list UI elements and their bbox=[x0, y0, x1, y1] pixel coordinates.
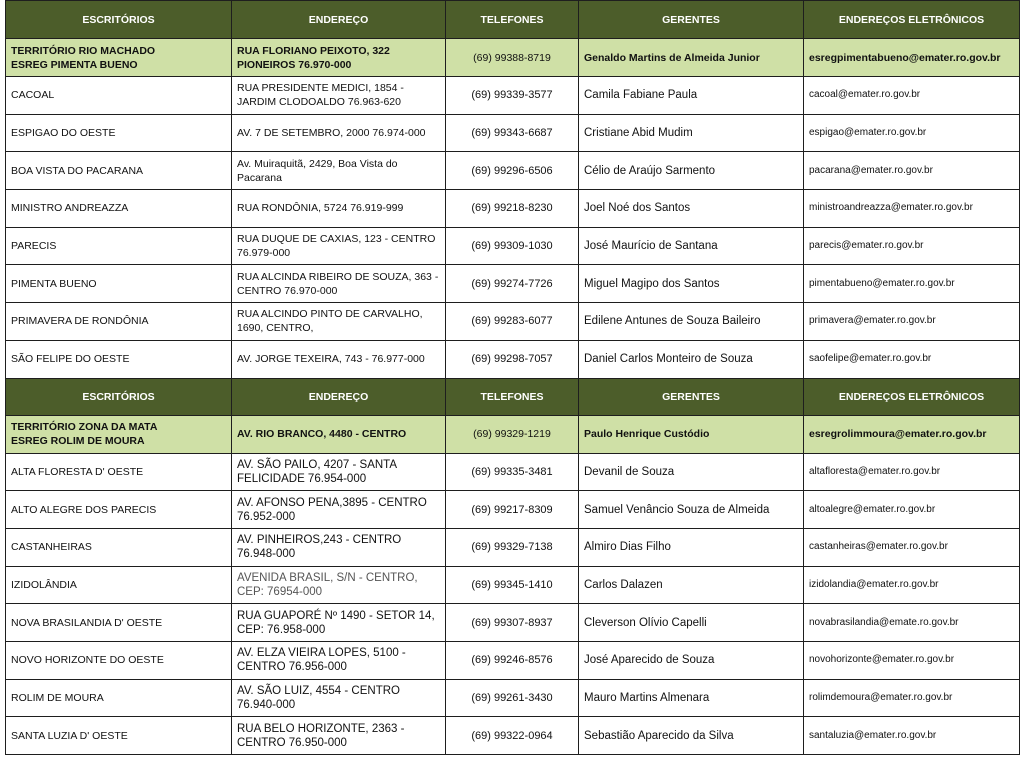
offices-table bbox=[5, 0, 1020, 755]
address-cell: AV. JORGE TEXEIRA, 743 - 76.977-000 bbox=[232, 340, 446, 378]
manager-cell: Cristiane Abid Mudim bbox=[579, 114, 804, 152]
phone-cell: (69) 99329-7138 bbox=[446, 528, 579, 566]
table-row bbox=[6, 265, 1020, 303]
header-row bbox=[6, 378, 1020, 415]
office-cell: ALTO ALEGRE DOS PARECIS bbox=[6, 491, 232, 529]
header-phones: TELEFONES bbox=[446, 1, 579, 39]
table-row bbox=[6, 77, 1020, 115]
phone-cell: (69) 99298-7057 bbox=[446, 340, 579, 378]
territory-phone: (69) 99329-1219 bbox=[446, 415, 579, 453]
address-cell: RUA GUAPORÉ Nº 1490 - SETOR 14, CEP: 76.958-000 bbox=[232, 604, 446, 642]
manager-cell: Sebastião Aparecido da Silva bbox=[579, 717, 804, 755]
office-cell: NOVA BRASILANDIA D' OESTE bbox=[6, 604, 232, 642]
address-cell: RUA RONDÔNIA, 5724 76.919-999 bbox=[232, 190, 446, 228]
email-cell[interactable]: altoalegre@emater.ro.gov.br bbox=[804, 491, 1020, 529]
header-managers: GERENTES bbox=[579, 378, 804, 415]
manager-cell: Joel Noé dos Santos bbox=[579, 190, 804, 228]
email-cell[interactable]: ministroandreazza@emater.ro.gov.br bbox=[804, 190, 1020, 228]
manager-cell: Carlos Dalazen bbox=[579, 566, 804, 604]
address-cell: RUA ALCINDO PINTO DE CARVALHO, 1690, CENTRO, bbox=[232, 303, 446, 341]
header-address: ENDEREÇO bbox=[232, 378, 446, 415]
email-cell[interactable]: parecis@emater.ro.gov.br bbox=[804, 227, 1020, 265]
address-cell: AV. SÃO PAILO, 4207 - SANTA FELICIDADE 76.954-000 bbox=[232, 453, 446, 491]
territory-manager: Genaldo Martins de Almeida Junior bbox=[579, 39, 804, 77]
email-cell[interactable]: pimentabueno@emater.ro.gov.br bbox=[804, 265, 1020, 303]
phone-cell: (69) 99307-8937 bbox=[446, 604, 579, 642]
phone-cell: (69) 99218-8230 bbox=[446, 190, 579, 228]
territory-row bbox=[6, 415, 1020, 453]
table-row bbox=[6, 604, 1020, 642]
territory-address: RUA FLORIANO PEIXOTO, 322 PIONEIROS 76.970-000 bbox=[232, 39, 446, 77]
email-cell[interactable]: primavera@emater.ro.gov.br bbox=[804, 303, 1020, 341]
manager-cell: Devanil de Souza bbox=[579, 453, 804, 491]
office-cell: PARECIS bbox=[6, 227, 232, 265]
table-row bbox=[6, 303, 1020, 341]
manager-cell: Miguel Magipo dos Santos bbox=[579, 265, 804, 303]
phone-cell: (69) 99309-1030 bbox=[446, 227, 579, 265]
email-cell[interactable]: espigao@emater.ro.gov.br bbox=[804, 114, 1020, 152]
territory-office bbox=[6, 39, 232, 77]
address-cell: AV. ELZA VIEIRA LOPES, 5100 - CENTRO 76.956-000 bbox=[232, 641, 446, 679]
email-cell[interactable]: cacoal@emater.ro.gov.br bbox=[804, 77, 1020, 115]
territory-esreg: ESREG PIMENTA BUENO bbox=[11, 58, 138, 71]
office-cell: CACOAL bbox=[6, 77, 232, 115]
phone-cell: (69) 99217-8309 bbox=[446, 491, 579, 529]
table-row bbox=[6, 152, 1020, 190]
table-row bbox=[6, 114, 1020, 152]
manager-cell: José Maurício de Santana bbox=[579, 227, 804, 265]
office-cell: IZIDOLÂNDIA bbox=[6, 566, 232, 604]
address-cell: Av. Muiraquitã, 2429, Boa Vista do Pacarana bbox=[232, 152, 446, 190]
territory-email[interactable]: esregpimentabueno@emater.ro.gov.br bbox=[804, 39, 1020, 77]
email-cell[interactable]: izidolandia@emater.ro.gov.br bbox=[804, 566, 1020, 604]
office-cell: ESPIGAO DO OESTE bbox=[6, 114, 232, 152]
address-cell: RUA ALCINDA RIBEIRO DE SOUZA, 363 - CENTRO 76.970-000 bbox=[232, 265, 446, 303]
phone-cell: (69) 99322-0964 bbox=[446, 717, 579, 755]
phone-cell: (69) 99339-3577 bbox=[446, 77, 579, 115]
office-cell: PIMENTA BUENO bbox=[6, 265, 232, 303]
table-row bbox=[6, 717, 1020, 755]
office-cell: MINISTRO ANDREAZZA bbox=[6, 190, 232, 228]
table-row bbox=[6, 340, 1020, 378]
office-cell: SANTA LUZIA D' OESTE bbox=[6, 717, 232, 755]
address-cell: RUA PRESIDENTE MEDICI, 1854 - JARDIM CLODOALDO 76.963-620 bbox=[232, 77, 446, 115]
territory-phone: (69) 99388-8719 bbox=[446, 39, 579, 77]
table-row bbox=[6, 453, 1020, 491]
email-cell[interactable]: santaluzia@emater.ro.gov.br bbox=[804, 717, 1020, 755]
address-cell: AV. PINHEIROS,243 - CENTRO 76.948-000 bbox=[232, 528, 446, 566]
phone-cell: (69) 99345-1410 bbox=[446, 566, 579, 604]
offices-table-container bbox=[5, 0, 1019, 755]
header-address: ENDEREÇO bbox=[232, 1, 446, 39]
address-cell: AV. AFONSO PENA,3895 - CENTRO 76.952-000 bbox=[232, 491, 446, 529]
manager-cell: Mauro Martins Almenara bbox=[579, 679, 804, 717]
manager-cell: Edilene Antunes de Souza Baileiro bbox=[579, 303, 804, 341]
territory-name: TERRITÓRIO ZONA DA MATA bbox=[11, 421, 158, 433]
email-cell[interactable]: pacarana@emater.ro.gov.br bbox=[804, 152, 1020, 190]
table-row bbox=[6, 528, 1020, 566]
table-row bbox=[6, 190, 1020, 228]
territory-email[interactable]: esregrolimmoura@emater.ro.gov.br bbox=[804, 415, 1020, 453]
table-row bbox=[6, 679, 1020, 717]
address-cell: AVENIDA BRASIL, S/N - CENTRO, CEP: 76954-000 bbox=[232, 566, 446, 604]
phone-cell: (69) 99296-6506 bbox=[446, 152, 579, 190]
manager-cell: Camila Fabiane Paula bbox=[579, 77, 804, 115]
territory-row bbox=[6, 39, 1020, 77]
phone-cell: (69) 99246-8576 bbox=[446, 641, 579, 679]
table-row bbox=[6, 566, 1020, 604]
office-cell: PRIMAVERA DE RONDÔNIA bbox=[6, 303, 232, 341]
header-row bbox=[6, 1, 1020, 39]
territory-name: TERRITÓRIO RIO MACHADO bbox=[11, 44, 156, 57]
territory-address: AV. RIO BRANCO, 4480 - CENTRO bbox=[232, 415, 446, 453]
manager-cell: Célio de Araújo Sarmento bbox=[579, 152, 804, 190]
header-emails: ENDEREÇOS ELETRÔNICOS bbox=[804, 378, 1020, 415]
phone-cell: (69) 99274-7726 bbox=[446, 265, 579, 303]
manager-cell: Almiro Dias Filho bbox=[579, 528, 804, 566]
table-row bbox=[6, 641, 1020, 679]
email-cell[interactable]: novohorizonte@emater.ro.gov.br bbox=[804, 641, 1020, 679]
office-cell: NOVO HORIZONTE DO OESTE bbox=[6, 641, 232, 679]
address-cell: RUA BELO HORIZONTE, 2363 - CENTRO 76.950-000 bbox=[232, 717, 446, 755]
email-cell[interactable]: castanheiras@emater.ro.gov.br bbox=[804, 528, 1020, 566]
manager-cell: José Aparecido de Souza bbox=[579, 641, 804, 679]
address-cell: RUA DUQUE DE CAXIAS, 123 - CENTRO 76.979-000 bbox=[232, 227, 446, 265]
address-cell: AV. 7 DE SETEMBRO, 2000 76.974-000 bbox=[232, 114, 446, 152]
manager-cell: Samuel Venâncio Souza de Almeida bbox=[579, 491, 804, 529]
territory-manager: Paulo Henrique Custódio bbox=[579, 415, 804, 453]
address-cell: AV. SÃO LUIZ, 4554 - CENTRO 76.940-000 bbox=[232, 679, 446, 717]
office-cell: BOA VISTA DO PACARANA bbox=[6, 152, 232, 190]
office-cell: ALTA FLORESTA D' OESTE bbox=[6, 453, 232, 491]
email-cell[interactable]: altafloresta@emater.ro.gov.br bbox=[804, 453, 1020, 491]
phone-cell: (69) 99343-6687 bbox=[446, 114, 579, 152]
office-cell: SÃO FELIPE DO OESTE bbox=[6, 340, 232, 378]
header-managers: GERENTES bbox=[579, 1, 804, 39]
email-cell[interactable]: novabrasilandia@emate.ro.gov.br bbox=[804, 604, 1020, 642]
territory-office bbox=[6, 415, 232, 453]
header-phones: TELEFONES bbox=[446, 378, 579, 415]
phone-cell: (69) 99261-3430 bbox=[446, 679, 579, 717]
header-offices: ESCRITÓRIOS bbox=[6, 1, 232, 39]
header-offices: ESCRITÓRIOS bbox=[6, 378, 232, 415]
email-cell[interactable]: rolimdemoura@emater.ro.gov.br bbox=[804, 679, 1020, 717]
table-row bbox=[6, 491, 1020, 529]
office-cell: CASTANHEIRAS bbox=[6, 528, 232, 566]
phone-cell: (69) 99335-3481 bbox=[446, 453, 579, 491]
manager-cell: Daniel Carlos Monteiro de Souza bbox=[579, 340, 804, 378]
phone-cell: (69) 99283-6077 bbox=[446, 303, 579, 341]
table-row bbox=[6, 227, 1020, 265]
office-cell: ROLIM DE MOURA bbox=[6, 679, 232, 717]
manager-cell: Cleverson Olívio Capelli bbox=[579, 604, 804, 642]
territory-esreg: ESREG ROLIM DE MOURA bbox=[11, 435, 145, 447]
email-cell[interactable]: saofelipe@emater.ro.gov.br bbox=[804, 340, 1020, 378]
header-emails: ENDEREÇOS ELETRÔNICOS bbox=[804, 1, 1020, 39]
